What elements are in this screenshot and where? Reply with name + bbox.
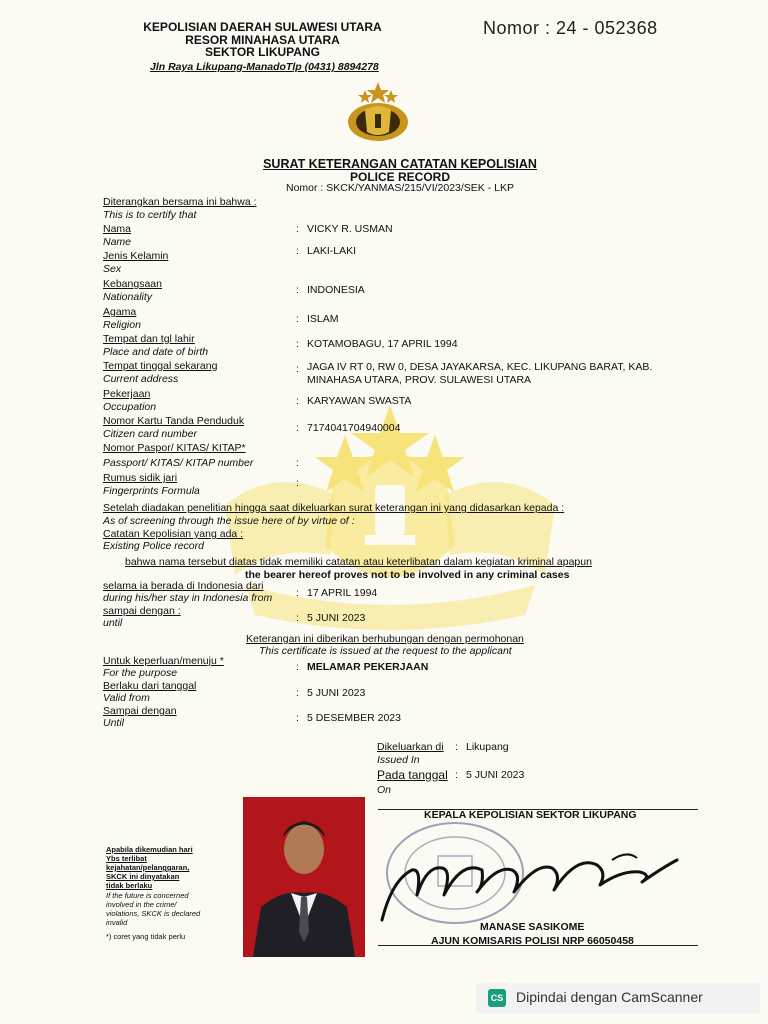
camscanner-text: Dipindai dengan CamScanner	[516, 989, 703, 1005]
intro-label-en: This is to certify that	[103, 209, 197, 221]
field-colon: :	[296, 223, 299, 235]
purpose-label-id: Untuk keperluan/menuju *	[103, 655, 224, 667]
stay-until-value: 5 JUNI 2023	[307, 612, 366, 624]
screening-label-id: Setelah diadakan penelitian hingga saat dikeluarkan surat keterangan ini yang didasarkan kepada :	[103, 502, 565, 514]
purpose-colon: :	[296, 661, 299, 673]
issued-at-value: Likupang	[466, 741, 509, 753]
field-label-id: Agama	[103, 306, 137, 318]
field-label-en: Place and date of birth	[103, 346, 209, 358]
field-label-id: Tempat dan tgl lahir	[103, 333, 195, 345]
field-label-en: Nationality	[103, 291, 153, 303]
field-value: VICKY R. USMAN	[307, 223, 393, 235]
field-label-id: Rumus sidik jari	[103, 472, 178, 484]
stay-until-colon: :	[296, 612, 299, 624]
issued-at-label-en: Issued In	[377, 754, 420, 766]
field-value-line-2: MINAHASA UTARA, PROV. SULAWESI UTARA	[307, 374, 532, 386]
request-label-id: Keterangan ini diberikan berhubungan dengan permohonan	[246, 633, 524, 645]
issued-on-colon: :	[455, 769, 458, 781]
valid-until-label-id: Sampai dengan	[103, 705, 177, 717]
field-label-en: Occupation	[103, 401, 157, 413]
field-value: ISLAM	[307, 313, 339, 325]
applicant-photo	[243, 797, 365, 957]
header-line-1: KEPOLISIAN DAERAH SULAWESI UTARA	[143, 20, 382, 34]
field-colon: :	[296, 477, 299, 489]
field-label-id: Pekerjaan	[103, 388, 151, 400]
stay-from-label-en: during his/her stay in Indonesia from	[103, 592, 273, 604]
footnote-id-1: Apabila dikemudian hari	[106, 845, 193, 854]
footnote-id-2: Ybs terlibat	[106, 854, 147, 863]
valid-until-label-en: Until	[103, 717, 125, 729]
footnote-en-1: If the future is concerned	[106, 891, 189, 900]
field-colon: :	[296, 313, 299, 325]
header-line-3: SEKTOR LIKUPANG	[205, 45, 320, 59]
footnote-id-3: kejahatan/pelanggaran,	[106, 863, 190, 872]
field-label-en: Religion	[103, 319, 141, 331]
field-label-id: Nomor Paspor/ KITAS/ KITAP*	[103, 442, 246, 454]
valid-from-label-id: Berlaku dari tanggal	[103, 680, 197, 692]
document-title: SURAT KETERANGAN CATATAN KEPOLISIAN	[263, 157, 537, 171]
valid-from-label-en: Valid from	[103, 692, 150, 704]
field-colon: :	[296, 422, 299, 434]
field-colon: :	[296, 338, 299, 350]
signature	[372, 840, 692, 925]
field-label-en: Name	[103, 236, 132, 248]
skck-number: Nomor : SKCK/YANMAS/215/VI/2023/SEK - LKP	[286, 182, 514, 194]
field-label-en: Citizen card number	[103, 428, 197, 440]
screening-label-en: As of screening through the issue here of by virtue of :	[103, 515, 355, 527]
field-label-id: Kebangsaan	[103, 278, 162, 290]
camscanner-watermark	[476, 983, 760, 1013]
issued-on-label-en: On	[377, 784, 392, 796]
valid-from-value: 5 JUNI 2023	[307, 687, 366, 699]
issued-at-label-id: Dikeluarkan di	[377, 741, 444, 753]
document-subtitle: POLICE RECORD	[349, 170, 450, 184]
request-label-en: This certificate is issued at the request to the applicant	[259, 645, 512, 657]
issued-at-colon: :	[455, 741, 458, 753]
record-statement-en: the bearer hereof proves not to be involved in any criminal cases	[245, 569, 570, 581]
field-colon: :	[296, 245, 299, 257]
field-label-en: Current address	[103, 373, 179, 385]
stay-from-value: 17 APRIL 1994	[307, 587, 378, 599]
signatory-title: KEPALA KEPOLISIAN SEKTOR LIKUPANG	[424, 809, 637, 821]
header-address: Jln Raya Likupang-ManadoTlp (0431) 8894278	[150, 61, 379, 73]
valid-until-colon: :	[296, 712, 299, 724]
footnote-id-4: SKCK ini dinyatakan	[106, 872, 180, 881]
issued-on-label-id: Pada tanggal	[377, 768, 448, 782]
field-value: JAGA IV RT 0, RW 0, DESA JAYAKARSA, KEC. LIKUPANG BARAT, KAB.	[307, 361, 653, 373]
field-colon: :	[296, 457, 299, 469]
field-colon: :	[296, 395, 299, 407]
footnote-en-2: involved in the crime/	[106, 900, 177, 909]
footnote-en-3: violations, SKCK is declared	[106, 909, 201, 918]
field-value: INDONESIA	[307, 284, 365, 296]
field-label-en: Fingerprints Formula	[103, 485, 200, 497]
valid-until-value: 5 DESEMBER 2023	[307, 712, 401, 724]
stay-from-label-id: selama ia berada di Indonesia dari	[103, 580, 264, 592]
camscanner-logo-icon: CS	[488, 989, 506, 1007]
signatory-rank: AJUN KOMISARIS POLISI NRP 66050458	[431, 935, 634, 947]
header-line-2: RESOR MINAHASA UTARA	[185, 33, 340, 47]
field-value: LAKI-LAKI	[307, 245, 357, 257]
stay-from-colon: :	[296, 587, 299, 599]
record-label-id: Catatan Kepolisian yang ada :	[103, 528, 244, 540]
valid-from-colon: :	[296, 687, 299, 699]
purpose-value: MELAMAR PEKERJAAN	[307, 661, 429, 673]
police-emblem-icon	[345, 80, 411, 144]
field-colon: :	[296, 363, 299, 375]
field-value: KOTAMOBAGU, 17 APRIL 1994	[307, 338, 458, 350]
field-label-en: Sex	[103, 263, 122, 275]
signatory-name: MANASE SASIKOME	[480, 921, 585, 933]
field-label-id: Tempat tinggal sekarang	[103, 360, 218, 372]
field-label-en: Passport/ KITAS/ KITAP number	[103, 457, 254, 469]
stay-until-label-id: sampai dengan :	[103, 605, 181, 617]
intro-label-id: Diterangkan bersama ini bahwa :	[103, 196, 257, 208]
field-label-id: Nomor Kartu Tanda Penduduk	[103, 415, 245, 427]
field-colon: :	[296, 284, 299, 296]
stay-until-label-en: until	[103, 617, 123, 629]
footnote-id-5: tidak berlaku	[106, 881, 153, 890]
record-label-en: Existing Police record	[103, 540, 204, 552]
issued-on-value: 5 JUNI 2023	[466, 769, 525, 781]
field-value: KARYAWAN SWASTA	[307, 395, 412, 407]
field-value: 7174041704940004	[307, 422, 401, 434]
document-number: Nomor : 24 - 052368	[483, 18, 658, 38]
footnote-en-4: invalid	[106, 918, 128, 927]
record-statement-id: bahwa nama tersebut diatas tidak memiliki catatan atau keterlibatan dalam kegiatan kriminal apapun	[125, 556, 592, 568]
field-label-id: Nama	[103, 223, 132, 235]
footnote-note: *) coret yang tidak perlu	[106, 932, 186, 941]
purpose-label-en: For the purpose	[103, 667, 178, 679]
field-label-id: Jenis Kelamin	[103, 250, 169, 262]
